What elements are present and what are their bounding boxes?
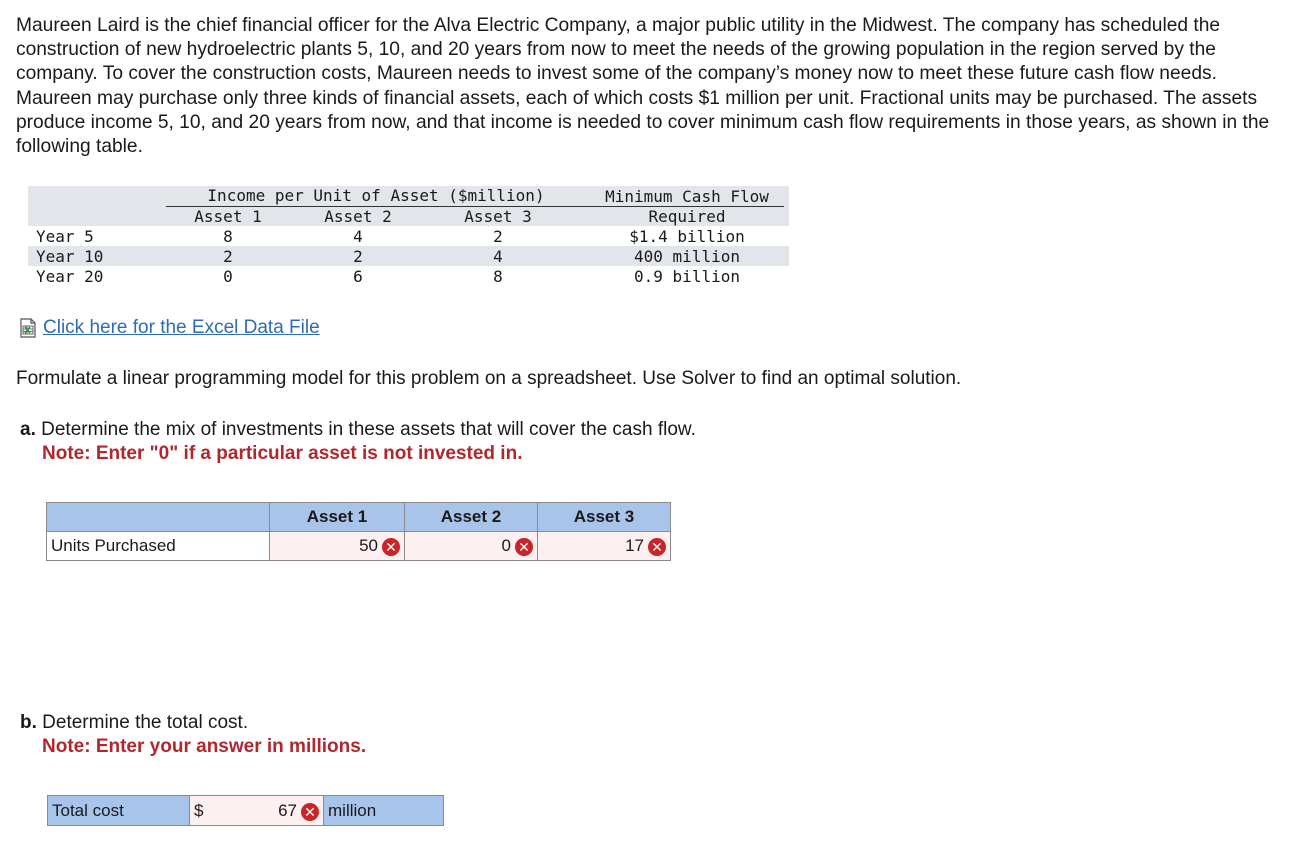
part-a-letter: a. xyxy=(20,419,36,440)
asset2-header: Asset 2 xyxy=(324,207,392,226)
units-purchased-label: Units Purchased xyxy=(47,532,270,561)
incorrect-x-icon: ✕ xyxy=(648,538,666,556)
part-a-question xyxy=(20,418,696,442)
excel-link-text[interactable]: Click here for the Excel Data File xyxy=(43,317,320,338)
row-asset1: 0 xyxy=(223,267,233,286)
asset3-column-header: Asset 3 xyxy=(538,503,671,532)
asset2-column-header: Asset 2 xyxy=(405,503,538,532)
row-year: Year 10 xyxy=(36,247,104,266)
row-asset3: 4 xyxy=(493,247,503,266)
min-cash-header-2: Required xyxy=(648,207,726,226)
row-min: $1.4 billion xyxy=(629,227,745,246)
row-asset1: 2 xyxy=(223,247,233,266)
spreadsheet-file-icon xyxy=(18,318,38,338)
row-min: 0.9 billion xyxy=(634,267,740,286)
row-asset1: 8 xyxy=(223,227,233,246)
incorrect-x-icon: ✕ xyxy=(301,803,319,821)
total-cost-row xyxy=(47,795,444,826)
income-group-header: Income per Unit of Asset ($million) xyxy=(207,186,545,205)
asset3-units-input[interactable] xyxy=(538,532,671,561)
row-asset2: 4 xyxy=(353,227,363,246)
excel-data-link[interactable] xyxy=(18,316,320,340)
total-cost-input[interactable] xyxy=(190,795,324,826)
asset1-units-input[interactable] xyxy=(270,532,405,561)
part-a-question-text: Determine the mix of investments in these assets that will cover the cash flow. xyxy=(35,419,696,440)
total-cost-unit: million xyxy=(324,795,444,826)
problem-statement: Maureen Laird is the chief financial officer for the Alva Electric Company, a major public utility in the Midwest. The company has scheduled the construction of new hydroelectric plants 5, 10, and 20 years from now to meet the needs of the growing population in the region served by the company. To cover the construction costs, Maureen needs to invest some of the company’s money now to meet these future cash flow needs. Maureen may purchase only three kinds of financial assets, each of which costs $1 million per unit. Fractional units may be purchased. The assets produce income 5, 10, and 20 years from now, and that income is needed to cover minimum cash flow requirements in those years, as shown in the following table. xyxy=(16,15,1270,158)
instruction-text: Formulate a linear programming model for this problem on a spreadsheet. Use Solver to find an optimal solution. xyxy=(16,368,962,389)
row-year: Year 5 xyxy=(36,227,94,246)
row-year: Year 20 xyxy=(36,267,104,286)
asset1-units-value[interactable]: 50 xyxy=(359,536,378,555)
incorrect-x-icon: ✕ xyxy=(515,538,533,556)
row-asset2: 6 xyxy=(353,267,363,286)
asset3-units-value[interactable]: 17 xyxy=(625,536,644,555)
part-b-note: Note: Enter your answer in millions. xyxy=(42,736,367,757)
part-a-note: Note: Enter "0" if a particular asset is not invested in. xyxy=(42,443,523,464)
part-b-question-text: Determine the total cost. xyxy=(36,712,249,733)
row-min: 400 million xyxy=(634,247,740,266)
asset1-header: Asset 1 xyxy=(194,207,262,226)
corner-cell xyxy=(47,503,270,532)
currency-symbol: $ xyxy=(194,801,204,820)
part-b-letter: b. xyxy=(20,712,37,733)
asset1-column-header: Asset 1 xyxy=(270,503,405,532)
total-cost-label: Total cost xyxy=(47,795,190,826)
units-purchased-table xyxy=(46,502,671,561)
row-asset3: 8 xyxy=(493,267,503,286)
part-b-question xyxy=(20,711,248,735)
income-table xyxy=(28,186,789,290)
asset3-header: Asset 3 xyxy=(464,207,532,226)
incorrect-x-icon: ✕ xyxy=(382,538,400,556)
row-asset3: 2 xyxy=(493,227,503,246)
min-cash-header: Minimum Cash Flow xyxy=(605,187,769,206)
asset2-units-input[interactable] xyxy=(405,532,538,561)
asset2-units-value[interactable]: 0 xyxy=(501,536,511,555)
total-cost-value[interactable]: 67 xyxy=(278,801,297,820)
row-asset2: 2 xyxy=(353,247,363,266)
